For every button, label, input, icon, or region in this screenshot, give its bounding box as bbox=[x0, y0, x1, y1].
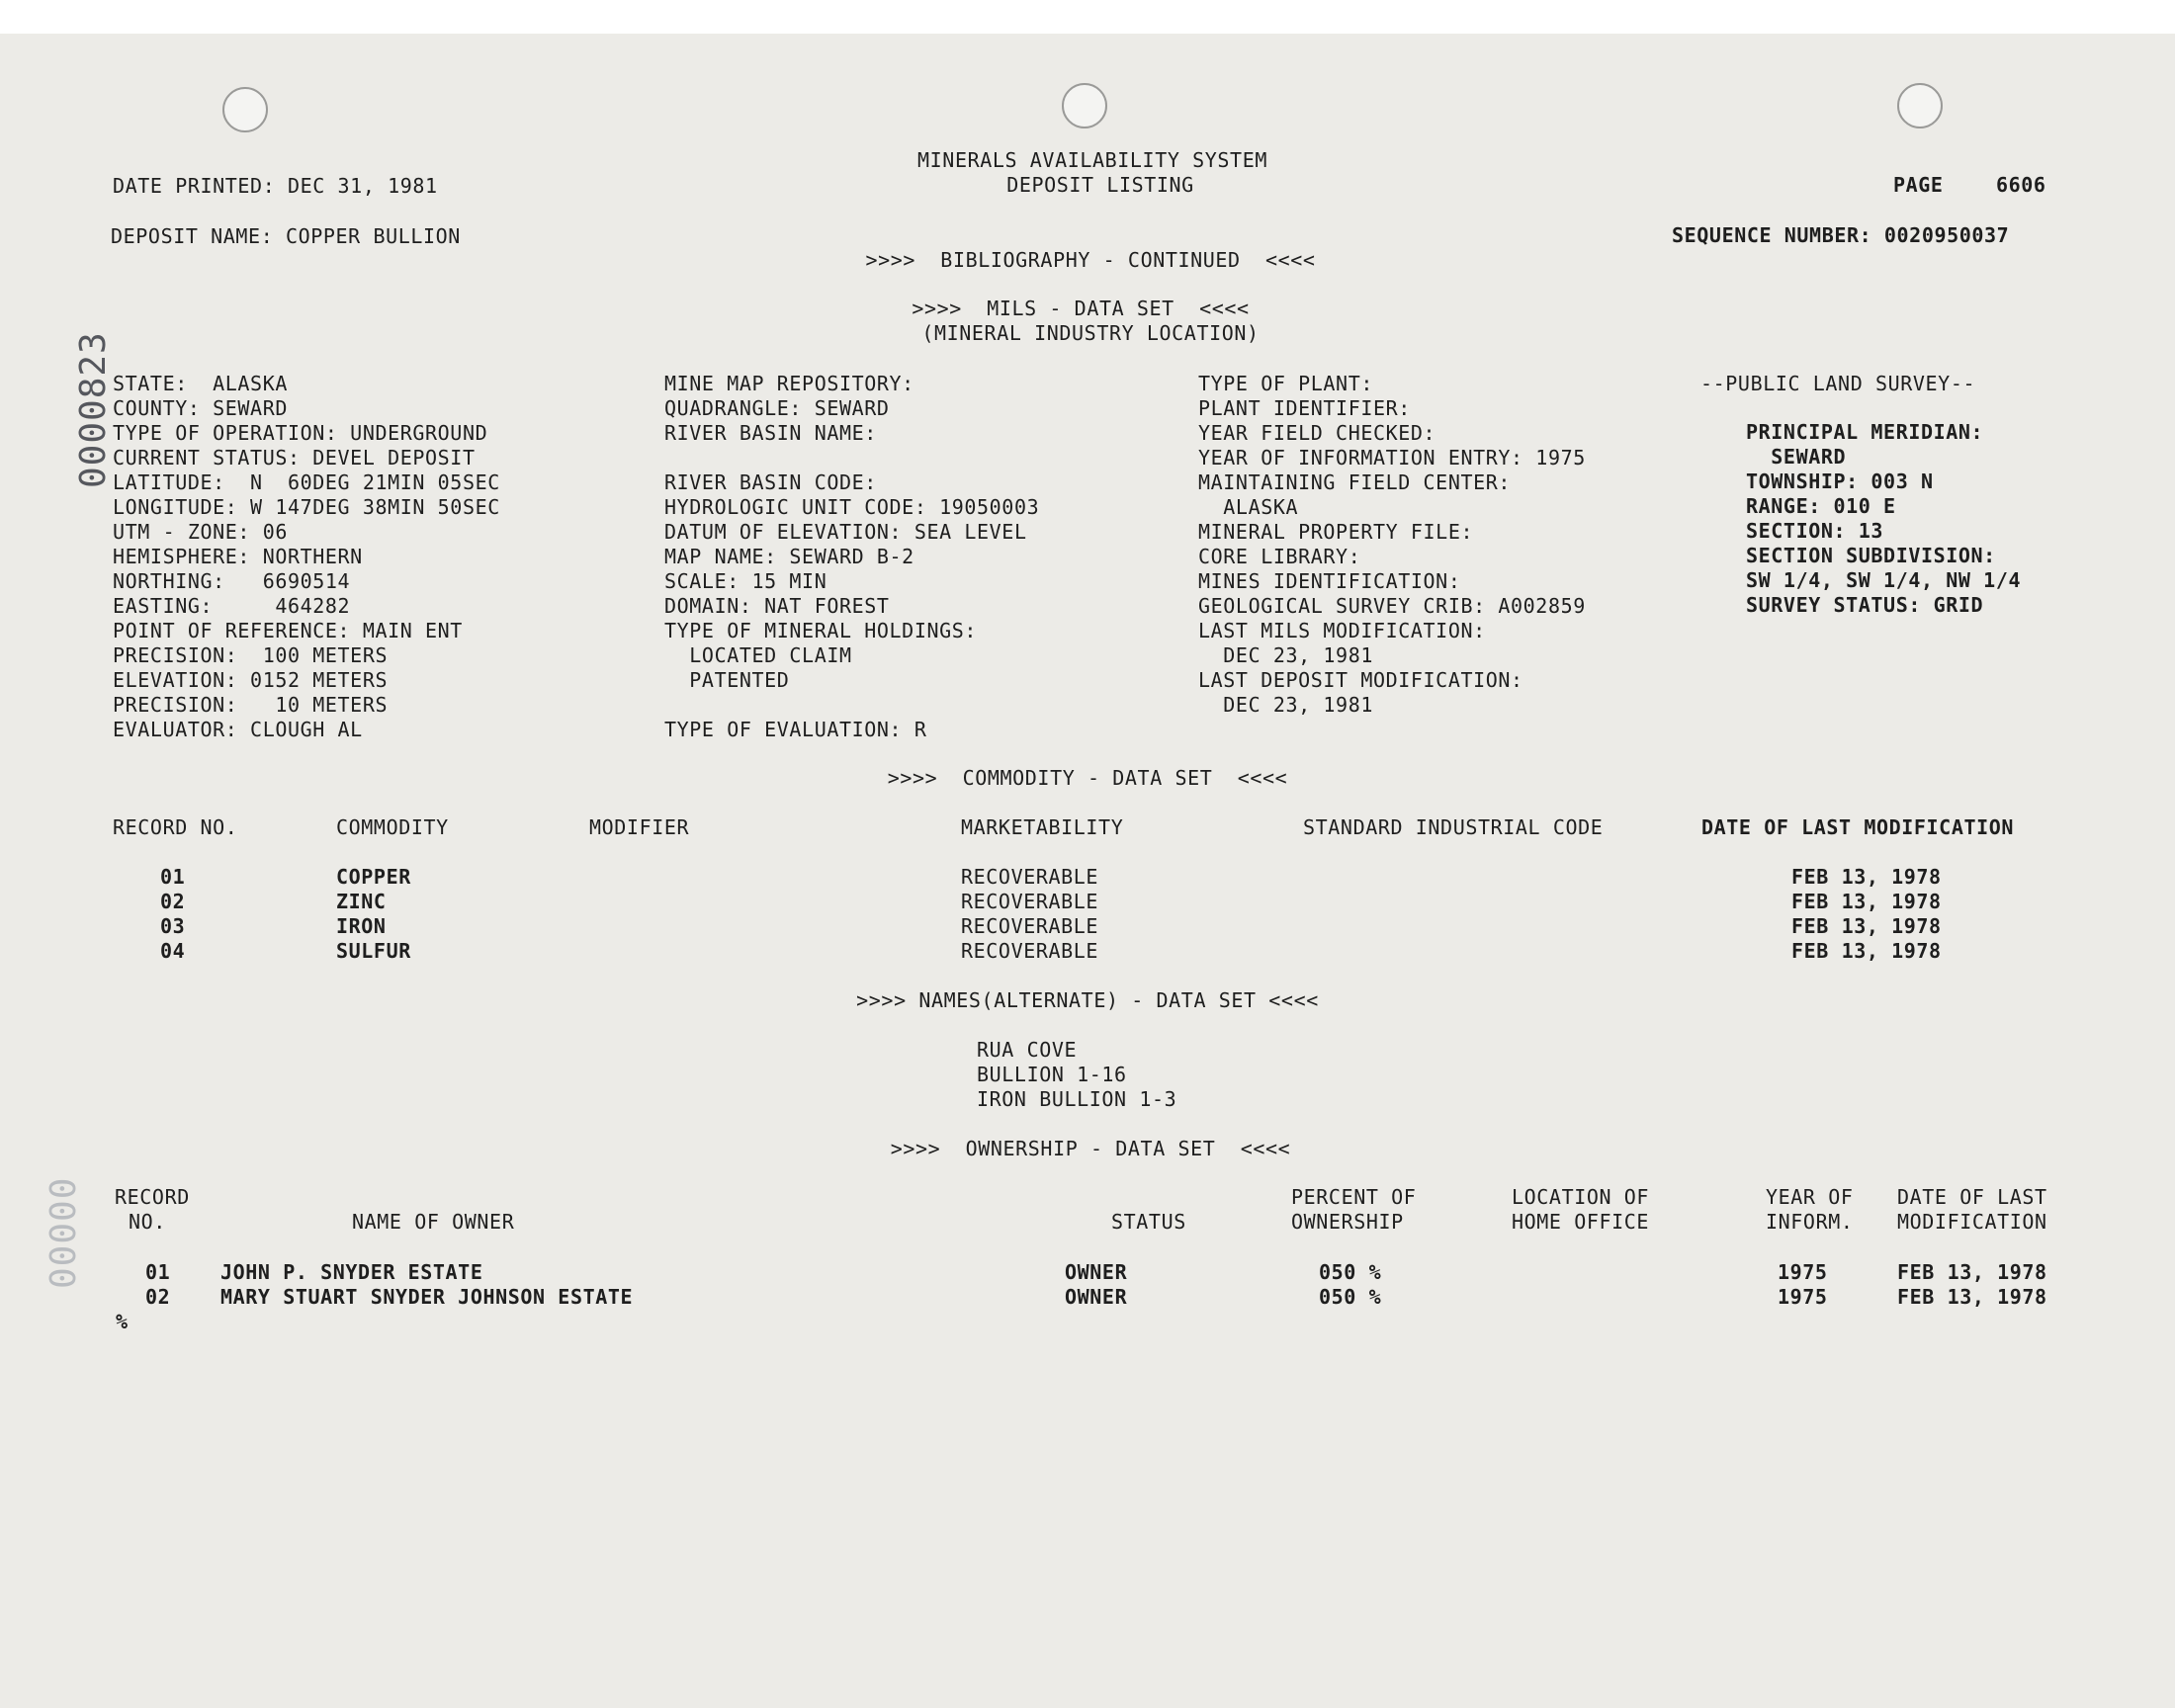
mils.col1-line: STATE: ALASKA bbox=[113, 372, 288, 395]
mils.col2-line: DOMAIN: NAT FOREST bbox=[664, 594, 890, 618]
commodity-header-sic: STANDARD INDUSTRIAL CODE bbox=[1303, 815, 1604, 839]
ownership-header-date-2: MODIFICATION bbox=[1897, 1210, 2047, 1234]
commodity-marketability: RECOVERABLE bbox=[961, 865, 1099, 889]
mils.col1-line: TYPE OF OPERATION: UNDERGROUND bbox=[113, 421, 488, 445]
mils.col2-line: LOCATED CLAIM bbox=[664, 643, 852, 667]
mils.col1-line: COUNTY: SEWARD bbox=[113, 396, 288, 420]
mils.col3-line: TYPE OF PLANT: bbox=[1198, 372, 1373, 395]
commodity-header-record: RECORD NO. bbox=[113, 815, 238, 839]
commodity-header-commodity: COMMODITY bbox=[336, 815, 449, 839]
mils.col1-line: PRECISION: 100 METERS bbox=[113, 643, 389, 667]
mils.col4-line: SURVEY STATUS: GRID bbox=[1746, 593, 1984, 617]
mils.col2-line bbox=[664, 693, 1039, 718]
mils.col4-line: SECTION: 13 bbox=[1746, 519, 1884, 543]
mils.col4-line: SEWARD bbox=[1746, 445, 1847, 469]
mils.col3-line: ALASKA bbox=[1198, 495, 1299, 519]
ownership-header-percent-1: PERCENT OF bbox=[1291, 1185, 1417, 1209]
mils.col3-line: CORE LIBRARY: bbox=[1198, 545, 1361, 568]
commodity-name: COPPER bbox=[336, 865, 411, 889]
commodity-date: FEB 13, 1978 bbox=[1791, 865, 1942, 889]
mils.col4-line: PRINCIPAL MERIDIAN: bbox=[1746, 420, 1984, 444]
ownership-date: FEB 13, 1978 bbox=[1897, 1285, 2047, 1309]
mils.col1-line: NORTHING: 6690514 bbox=[113, 569, 351, 593]
punch-hole-center bbox=[1062, 83, 1107, 128]
mils.col4-line: SW 1/4, SW 1/4, NW 1/4 bbox=[1746, 568, 2022, 592]
commodity-name: SULFUR bbox=[336, 939, 411, 963]
ownership-header-location-2: HOME OFFICE bbox=[1512, 1210, 1650, 1234]
public-land-survey-title: --PUBLIC LAND SURVEY-- bbox=[1700, 372, 1976, 395]
mils.col1-line: EVALUATOR: CLOUGH AL bbox=[113, 718, 363, 741]
mils.col3-line: YEAR OF INFORMATION ENTRY: 1975 bbox=[1198, 446, 1586, 470]
listing-title: DEPOSIT LISTING bbox=[1006, 173, 1194, 197]
section-ownership: >>>> OWNERSHIP - DATA SET <<<< bbox=[890, 1137, 1291, 1160]
mils.col2-line: SCALE: 15 MIN bbox=[664, 569, 827, 593]
mils.col4-line: SECTION SUBDIVISION: bbox=[1746, 544, 1996, 567]
mils.col2-line: RIVER BASIN NAME: bbox=[664, 421, 877, 445]
side-stamp-faint: 00000 bbox=[44, 1176, 84, 1289]
commodity-header-marketability: MARKETABILITY bbox=[961, 815, 1124, 839]
ownership-header-percent-2: OWNERSHIP bbox=[1291, 1210, 1404, 1234]
mils.col1-line: CURRENT STATUS: DEVEL DEPOSIT bbox=[113, 446, 476, 470]
ownership-year: 1975 bbox=[1778, 1285, 1828, 1309]
ownership-header-name: NAME OF OWNER bbox=[352, 1210, 515, 1234]
mils.col1-line: PRECISION: 10 METERS bbox=[113, 693, 389, 717]
ownership-owner-name: MARY STUART SNYDER JOHNSON ESTATE bbox=[220, 1285, 634, 1309]
ownership-header-date-1: DATE OF LAST bbox=[1897, 1185, 2047, 1209]
mils.col2-line: DATUM OF ELEVATION: SEA LEVEL bbox=[664, 520, 1027, 544]
mils.col4-line: RANGE: 010 E bbox=[1746, 494, 1896, 518]
ownership-header-location-1: LOCATION OF bbox=[1512, 1185, 1650, 1209]
mils.col3-line: MINERAL PROPERTY FILE: bbox=[1198, 520, 1474, 544]
ownership-status: OWNER bbox=[1065, 1285, 1128, 1309]
end-mark: % bbox=[116, 1310, 129, 1333]
commodity-marketability: RECOVERABLE bbox=[961, 939, 1099, 963]
commodity-record-no: 01 bbox=[160, 865, 186, 889]
mils.col3-line: YEAR FIELD CHECKED: bbox=[1198, 421, 1436, 445]
mils.col3-line: DEC 23, 1981 bbox=[1198, 643, 1373, 667]
mils-column-3 bbox=[1198, 372, 1586, 718]
names-line: RUA COVE bbox=[977, 1038, 1078, 1062]
commodity-record-no: 02 bbox=[160, 890, 186, 913]
ownership-percent: 050 % bbox=[1319, 1285, 1382, 1309]
system-title: MINERALS AVAILABILITY SYSTEM bbox=[917, 148, 1267, 172]
commodity-record-no: 03 bbox=[160, 914, 186, 938]
ownership-record-no: 02 bbox=[145, 1285, 171, 1309]
ownership-owner-name: JOHN P. SNYDER ESTATE bbox=[220, 1260, 483, 1284]
commodity-record-no: 04 bbox=[160, 939, 186, 963]
ownership-date: FEB 13, 1978 bbox=[1897, 1260, 2047, 1284]
ownership-header-record: RECORD bbox=[115, 1185, 190, 1209]
mils.col1-line: ELEVATION: 0152 METERS bbox=[113, 668, 389, 692]
ownership-year: 1975 bbox=[1778, 1260, 1828, 1284]
commodity-marketability: RECOVERABLE bbox=[961, 914, 1099, 938]
punch-hole-right bbox=[1897, 83, 1943, 128]
page-number: 6606 bbox=[1996, 173, 2046, 197]
mils.col1-line: EASTING: 464282 bbox=[113, 594, 351, 618]
section-mils-subtitle: (MINERAL INDUSTRY LOCATION) bbox=[921, 321, 1260, 345]
mils.col2-line: MAP NAME: SEWARD B-2 bbox=[664, 545, 914, 568]
mils.col3-line: MAINTAINING FIELD CENTER: bbox=[1198, 470, 1512, 494]
mils.col4-line: TOWNSHIP: 003 N bbox=[1746, 470, 1934, 493]
mils.col1-line: LATITUDE: N 60DEG 21MIN 05SEC bbox=[113, 470, 500, 494]
mils.col2-line: TYPE OF MINERAL HOLDINGS: bbox=[664, 619, 978, 642]
mils.col3-line: LAST DEPOSIT MODIFICATION: bbox=[1198, 668, 1523, 692]
mils.col3-line: GEOLOGICAL SURVEY CRIB: A002859 bbox=[1198, 594, 1586, 618]
mils.col1-line: LONGITUDE: W 147DEG 38MIN 50SEC bbox=[113, 495, 500, 519]
section-bibliography: >>>> BIBLIOGRAPHY - CONTINUED <<<< bbox=[865, 248, 1316, 272]
commodity-name: ZINC bbox=[336, 890, 387, 913]
mils.col3-line: LAST MILS MODIFICATION: bbox=[1198, 619, 1486, 642]
commodity-header-date: DATE OF LAST MODIFICATION bbox=[1701, 815, 2015, 839]
ownership-status: OWNER bbox=[1065, 1260, 1128, 1284]
names-line: BULLION 1-16 bbox=[977, 1063, 1127, 1086]
mils.col2-line bbox=[664, 446, 1039, 470]
mils.col2-line: MINE MAP REPOSITORY: bbox=[664, 372, 914, 395]
mils.col2-line: QUADRANGLE: SEWARD bbox=[664, 396, 890, 420]
ownership-percent: 050 % bbox=[1319, 1260, 1382, 1284]
mils.col3-line: PLANT IDENTIFIER: bbox=[1198, 396, 1411, 420]
section-mils: >>>> MILS - DATA SET <<<< bbox=[912, 297, 1250, 320]
commodity-date: FEB 13, 1978 bbox=[1791, 890, 1942, 913]
sequence-number: SEQUENCE NUMBER: 0020950037 bbox=[1672, 223, 2010, 247]
ownership-header-year-2: INFORM. bbox=[1766, 1210, 1854, 1234]
ownership-header-no: NO. bbox=[129, 1210, 166, 1234]
date-printed: DATE PRINTED: DEC 31, 1981 bbox=[113, 174, 438, 198]
mils.col1-line: HEMISPHERE: NORTHERN bbox=[113, 545, 363, 568]
mils.col3-line: DEC 23, 1981 bbox=[1198, 693, 1373, 717]
mils.col1-line: UTM - ZONE: 06 bbox=[113, 520, 288, 544]
mils.col2-line: RIVER BASIN CODE: bbox=[664, 470, 877, 494]
section-commodity: >>>> COMMODITY - DATA SET <<<< bbox=[887, 766, 1288, 790]
mils.col2-line: PATENTED bbox=[664, 668, 790, 692]
ownership-header-status: STATUS bbox=[1111, 1210, 1186, 1234]
mils.col2-line: TYPE OF EVALUATION: R bbox=[664, 718, 927, 741]
commodity-marketability: RECOVERABLE bbox=[961, 890, 1099, 913]
alternate-names-list bbox=[977, 1038, 1176, 1112]
names-line: IRON BULLION 1-3 bbox=[977, 1087, 1177, 1111]
mils.col1-line: POINT OF REFERENCE: MAIN ENT bbox=[113, 619, 463, 642]
printout-page bbox=[0, 34, 2175, 1708]
section-names: >>>> NAMES(ALTERNATE) - DATA SET <<<< bbox=[856, 988, 1319, 1012]
mils-column-1 bbox=[113, 372, 500, 742]
punch-hole-left bbox=[222, 87, 268, 132]
page-label: PAGE bbox=[1893, 173, 1944, 197]
commodity-name: IRON bbox=[336, 914, 387, 938]
deposit-name: DEPOSIT NAME: COPPER BULLION bbox=[111, 224, 461, 248]
commodity-date: FEB 13, 1978 bbox=[1791, 914, 1942, 938]
ownership-header-year-1: YEAR OF bbox=[1766, 1185, 1854, 1209]
commodity-header-modifier: MODIFIER bbox=[589, 815, 690, 839]
commodity-date: FEB 13, 1978 bbox=[1791, 939, 1942, 963]
mils.col3-line: MINES IDENTIFICATION: bbox=[1198, 569, 1461, 593]
mils.col2-line: HYDROLOGIC UNIT CODE: 19050003 bbox=[664, 495, 1040, 519]
ownership-record-no: 01 bbox=[145, 1260, 171, 1284]
side-stamp-number: 0000823 bbox=[73, 331, 114, 488]
mils-column-4 bbox=[1746, 420, 2021, 618]
mils-column-2 bbox=[664, 372, 1039, 742]
